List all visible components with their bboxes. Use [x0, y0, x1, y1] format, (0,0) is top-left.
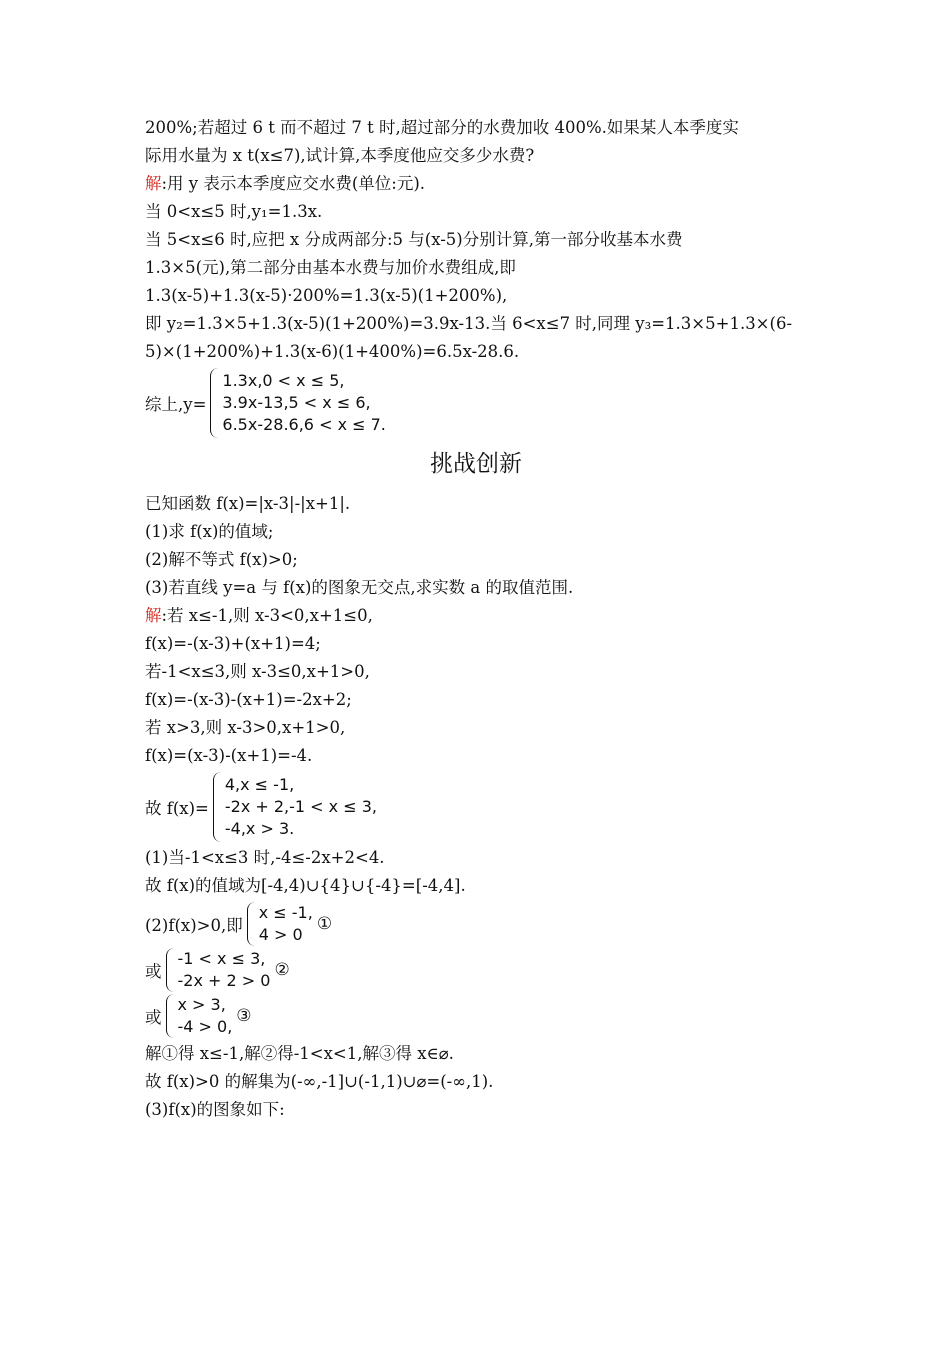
or-label: 或 [145, 962, 162, 981]
problem1-solution-line-2: 当 0<x≤5 时,y₁=1.3x. [145, 202, 323, 221]
solution-text: :若 x≤-1,则 x-3<0,x+1≤0, [161, 606, 373, 625]
case-line: 1.3x,0 < x ≤ 5, [222, 371, 345, 390]
problem1-line-2: 际用水量为 x t(x≤7),试计算,本季度他应交多少水费? [145, 146, 535, 165]
part2-line-2: 故 f(x)>0 的解集为(-∞,-1]∪(-1,1)∪⌀=(-∞,1). [145, 1072, 494, 1091]
left-brace [213, 772, 223, 842]
case-line: -1 < x ≤ 3, [177, 949, 266, 968]
system-1 [145, 902, 825, 946]
part2-line-1: 解①得 x≤-1,解②得-1<x<1,解③得 x∈⌀. [145, 1044, 454, 1063]
case-line: 4 > 0 [258, 925, 303, 944]
case-line: x > 3, [177, 995, 226, 1014]
problem1-line-1: 200%;若超过 6 t 而不超过 7 t 时,超过部分的水费加收 400%.如果某人本季度实 [145, 118, 739, 137]
problem2-line-4: (3)若直线 y=a 与 f(x)的图象无交点,求实数 a 的取值范围. [145, 578, 574, 597]
part1-line-2: 故 f(x)的值域为[-4,4)∪{4}∪{-4}=[-4,4]. [145, 876, 466, 895]
problem1-solution-line-5: 1.3(x-5)+1.3(x-5)·200%=1.3(x-5)(1+200%), [145, 286, 508, 305]
problem2-solution-line-4: f(x)=-(x-3)-(x+1)=-2x+2; [145, 690, 352, 709]
fx-piecewise [145, 772, 825, 842]
problem2-line-1: 已知函数 f(x)=|x-3|-|x+1|. [145, 494, 351, 513]
document-page [145, 114, 825, 1124]
case-line: -4 > 0, [177, 1017, 233, 1036]
problem1-solution-line-7: 5)×(1+200%)+1.3(x-6)(1+400%)=6.5x-28.6. [145, 342, 520, 361]
case-line: 3.9x-13,5 < x ≤ 6, [222, 393, 371, 412]
problem1-solution-line-6: 即 y₂=1.3×5+1.3(x-5)(1+200%)=3.9x-13.当 6<x≤7 时,同理 y₃=1.3×5+1.3×(6- [145, 314, 793, 333]
left-brace [247, 902, 257, 946]
problem1-solution-line-1 [145, 170, 825, 198]
case-line: x ≤ -1, [258, 903, 313, 922]
problem2-solution-line-3: 若-1<x≤3,则 x-3≤0,x+1>0, [145, 662, 370, 681]
case-line: -2x + 2,-1 < x ≤ 3, [224, 797, 377, 816]
case-line: -2x + 2 > 0 [177, 971, 271, 990]
case-line: -4,x > 3. [224, 819, 295, 838]
system-2 [145, 948, 825, 992]
left-brace [166, 948, 176, 992]
summary-piecewise [145, 368, 825, 438]
part1-line-1: (1)当-1<x≤3 时,-4≤-2x+2<4. [145, 848, 385, 867]
summary-cases [222, 370, 385, 436]
problem2-solution-line-5: 若 x>3,则 x-3>0,x+1>0, [145, 718, 346, 737]
piecewise-cases [225, 774, 377, 840]
problem1-solution-line-3: 当 5<x≤6 时,应把 x 分成两部分:5 与(x-5)分别计算,第一部分收基本水费 [145, 230, 683, 249]
solution-label: 解 [145, 174, 162, 193]
solution-label: 解 [145, 606, 162, 625]
or-label: 或 [145, 1008, 162, 1027]
system-3 [145, 994, 825, 1038]
part3-line: (3)f(x)的图象如下: [145, 1100, 285, 1119]
problem2-solution-line-6: f(x)=(x-3)-(x+1)=-4. [145, 746, 313, 765]
solution-text: :用 y 表示本季度应交水费(单位:元). [161, 174, 426, 193]
marker-3: ③ [236, 1006, 252, 1026]
system-1-cases [259, 902, 313, 946]
problem1-solution-line-4: 1.3×5(元),第二部分由基本水费与加价水费组成,即 [145, 258, 516, 277]
summary-prefix: 综上,y= [145, 395, 207, 414]
case-line: 4,x ≤ -1, [224, 775, 295, 794]
part2-prefix: (2)f(x)>0,即 [145, 916, 243, 935]
marker-1: ① [316, 914, 333, 934]
piecewise-prefix: 故 f(x)= [145, 799, 209, 818]
problem2-solution-line-1 [145, 602, 825, 630]
marker-2: ② [274, 960, 290, 980]
section-title: 挑战创新 [430, 451, 522, 477]
left-brace [210, 368, 220, 438]
system-3-cases [178, 994, 233, 1038]
problem2-solution-line-2: f(x)=-(x-3)+(x+1)=4; [145, 634, 321, 653]
left-brace [166, 994, 176, 1038]
problem2-line-3: (2)解不等式 f(x)>0; [145, 550, 298, 569]
problem2-line-2: (1)求 f(x)的值域; [145, 522, 274, 541]
case-line: 6.5x-28.6,6 < x ≤ 7. [222, 415, 386, 434]
system-2-cases [178, 948, 271, 992]
